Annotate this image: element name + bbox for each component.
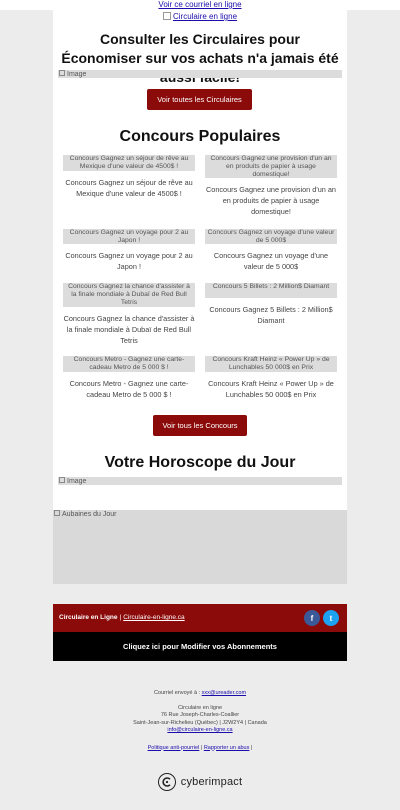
- contest-text[interactable]: Concours Gagnez la chance d'assister à la finale mondiale à Dubaï de Red Bull Tetris: [63, 314, 195, 345]
- contest-item[interactable]: [205, 155, 337, 217]
- contest-item[interactable]: [63, 229, 195, 272]
- cyberimpact-logo[interactable]: [0, 773, 400, 791]
- horoscope-image[interactable]: Image: [58, 477, 342, 485]
- manage-subscriptions-link[interactable]: Cliquez ici pour Modifier vos Abonnements: [53, 632, 347, 661]
- contest-text[interactable]: Concours Gagnez un séjour de rêve au Mexique d'une valeur de 4500$ !: [65, 178, 193, 198]
- contest-thumbnail[interactable]: Concours Gagnez un voyage pour 2 au Japon !: [63, 229, 195, 244]
- contest-thumbnail[interactable]: Concours 5 Billets : 2 Million$ Diamant: [205, 283, 337, 298]
- deals-image[interactable]: Aubaines du Jour: [53, 510, 347, 584]
- contest-text[interactable]: Concours Gagnez un voyage pour 2 au Japon !: [65, 251, 193, 271]
- contact-email-link[interactable]: info@circulaire-en-ligne.ca: [167, 727, 233, 733]
- all-contests-button[interactable]: Voir tous les Concours: [153, 415, 247, 436]
- broken-image-icon: [54, 510, 60, 516]
- contest-text[interactable]: Concours Gagnez un voyage d'une valeur de 5 000$: [213, 251, 329, 271]
- contest-text[interactable]: Concours Gagnez 5 Billets : 2 Million$ Diamant: [209, 305, 333, 325]
- horoscope-title: Votre Horoscope du Jour: [104, 454, 296, 471]
- logo-alt: Circulaire en ligne: [172, 12, 238, 21]
- broken-image-icon: [163, 12, 171, 20]
- brand-separator: |: [119, 614, 122, 621]
- legal-links: Politique anti-pourriel | Rapporter un abus |: [147, 744, 253, 751]
- contest-item[interactable]: [63, 356, 195, 400]
- footer-brand: [59, 614, 185, 621]
- contest-thumbnail[interactable]: Concours Gagnez la chance d'assister à la finale mondiale à Dubaï de Red Bull Tetris: [63, 283, 195, 307]
- contest-thumbnail[interactable]: Concours Kraft Heinz « Power Up » de Lunchables 50 000$ en Prix: [205, 356, 337, 372]
- contest-text[interactable]: Concours Kraft Heinz « Power Up » de Lunchables 50 000$ en Prix: [208, 379, 334, 399]
- contest-thumbnail[interactable]: Concours Gagnez une provision d'un an en produits de papier à usage domestique!: [205, 155, 337, 178]
- broken-image-icon: [59, 477, 65, 483]
- contest-thumbnail[interactable]: Concours Gagnez un voyage d'une valeur de 5 000$: [205, 229, 337, 244]
- hero-image: Image: [58, 70, 342, 78]
- contest-item[interactable]: [205, 356, 337, 400]
- twitter-icon[interactable]: t: [323, 610, 339, 626]
- company-name: Circulaire en ligne: [177, 704, 223, 711]
- street-address: 76 Rue Joseph-Charles-Coallier: [160, 712, 240, 718]
- broken-image-icon: [59, 70, 65, 76]
- brand-name: Circulaire en Ligne: [59, 614, 118, 621]
- contest-thumbnail[interactable]: Concours Metro - Gagnez une carte-cadeau Metro de 5 000 $ !: [63, 356, 195, 372]
- logo[interactable]: [53, 12, 347, 22]
- cyberimpact-mark-icon: [158, 773, 176, 791]
- all-circulars-button[interactable]: Voir toutes les Circulaires: [147, 89, 252, 110]
- recipient-email-link[interactable]: xxx@ureader.com: [201, 690, 247, 696]
- legal-footer: [0, 690, 400, 752]
- footer-brand-bar: [53, 604, 347, 632]
- facebook-icon[interactable]: f: [304, 610, 320, 626]
- hero-title: Consulter les Circulaires pour Économiser sur vos achats n'a jamais été: [61, 31, 339, 66]
- report-abuse-link[interactable]: Rapporter un abus: [203, 744, 250, 751]
- contest-item[interactable]: [63, 155, 195, 199]
- antispam-policy-link[interactable]: Politique anti-pourriel: [147, 744, 200, 751]
- contest-text[interactable]: Concours Metro - Gagnez une carte-cadeau Metro de 5 000 $ !: [69, 379, 189, 399]
- contest-text[interactable]: Concours Gagnez une provision d'un an en produits de papier à usage domestique!: [206, 185, 336, 216]
- cyberimpact-wordmark: cyberimpact: [180, 776, 243, 788]
- sent-to-line: Courriel envoyé à : xxx@ureader.com: [153, 690, 247, 696]
- contest-item[interactable]: [205, 283, 337, 326]
- city-address: Saint-Jean-sur-Richelieu (Québec) | J2W2Y4 | Canada: [133, 719, 267, 726]
- site-link[interactable]: Circulaire-en-ligne.ca: [123, 614, 185, 621]
- contests-title: Concours Populaires: [119, 128, 281, 145]
- contest-item[interactable]: [205, 229, 337, 272]
- email-body: [53, 10, 347, 584]
- contest-item[interactable]: [63, 283, 195, 346]
- contest-thumbnail[interactable]: Concours Gagnez un séjour de rêve au Mexique d'une valeur de 4500$ !: [63, 155, 195, 171]
- view-online-link[interactable]: Voir ce courriel en ligne: [0, 0, 400, 10]
